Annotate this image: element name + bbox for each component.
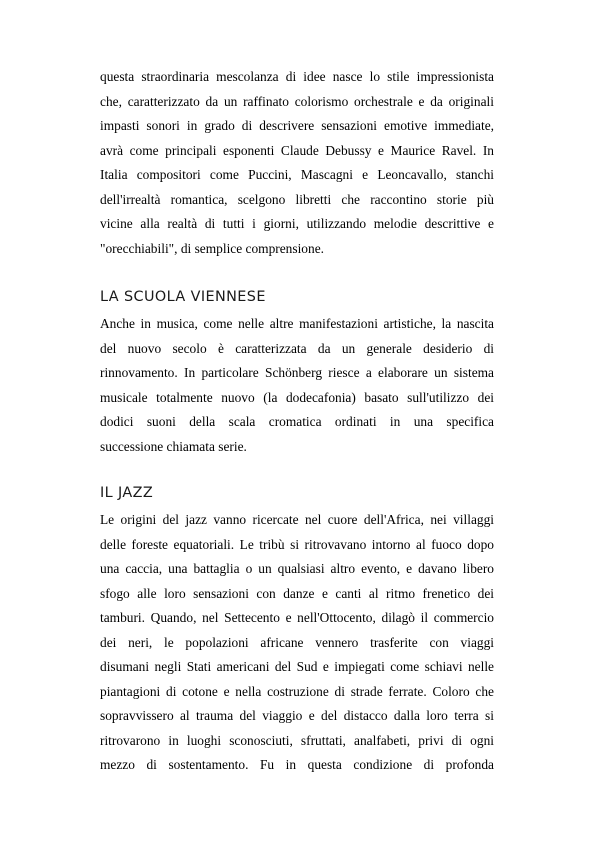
paragraph-line: disumani negli Stati americani del Sud e impiegati come schiavi nelle	[100, 659, 494, 674]
section-heading-vienna: LA SCUOLA VIENNESE	[100, 289, 266, 305]
paragraph-line: del nuovo secolo è caratterizzata da un generale desiderio di	[100, 340, 494, 356]
paragraph-line: sopravvissero al trauma del viaggio e del distacco dalla loro terra si	[100, 708, 494, 723]
paragraph-line: avrà come principali esponenti Claude Debussy e Maurice Ravel. In	[100, 142, 494, 158]
paragraph-line: Italia compositori come Puccini, Mascagni e Leoncavallo, stanchi	[100, 167, 494, 182]
paragraph-line: mezzo di sostentamento. Fu in questa condizione di profonda	[100, 757, 494, 772]
paragraph-line: piantagioni di cotone e nella costruzione di strade ferrate. Coloro che	[100, 683, 494, 699]
paragraph-line: ritrovarono in luoghi sconosciuti, sfruttati, analfabeti, privi di ogni	[100, 732, 494, 748]
paragraph-line: che, caratterizzato da un raffinato colorismo orchestrale e da originali	[100, 93, 494, 109]
paragraph-line: questa straordinaria mescolanza di idee nasce lo stile impressionista	[100, 69, 494, 84]
paragraph-line: impasti sonori in grado di descrivere sensazioni emotive immediate,	[100, 118, 494, 133]
paragraph-line: "orecchiabili", di semplice comprensione.	[100, 240, 324, 256]
paragraph-line: Anche in musica, come nelle altre manifestazioni artistiche, la nascita	[100, 316, 494, 331]
paragraph-line: sfogo alle loro sensazioni con danze e canti al ritmo frenetico dei	[100, 585, 494, 601]
paragraph-line: dei neri, le popolazioni africane vennero trasferite con viaggi	[100, 634, 494, 650]
paragraph-line: tamburi. Quando, nel Settecento e nell'Ottocento, dilagò il commercio	[100, 610, 494, 625]
paragraph-line: dodici suoni della scala cromatica ordinati in una specifica	[100, 414, 494, 429]
paragraph-line: successione chiamata serie.	[100, 438, 247, 454]
paragraph-line: rinnovamento. In particolare Schönberg riesce a elaborare un sistema	[100, 365, 494, 380]
jazz-paragraph	[100, 508, 494, 778]
paragraph-line: musicale totalmente nuovo (la dodecafonia) basato sull'utilizzo dei	[100, 389, 494, 405]
intro-paragraph	[100, 65, 494, 261]
paragraph-line: una caccia, una battaglia o un qualsiasi altro evento, e davano libero	[100, 561, 494, 576]
vienna-paragraph	[100, 312, 494, 459]
paragraph-line: Le origini del jazz vanno ricercate nel cuore dell'Africa, nei villaggi	[100, 512, 494, 527]
section-heading-jazz: IL JAZZ	[100, 485, 154, 501]
paragraph-line: dell'irrealtà romantica, scelgono libretti che raccontino storie più	[100, 191, 494, 207]
paragraph-line: vicine alla realtà di tutti i giorni, utilizzando melodie descrittive e	[100, 216, 494, 231]
paragraph-line: delle foreste equatoriali. Le tribù si ritrovavano intorno al fuoco dopo	[100, 536, 494, 552]
